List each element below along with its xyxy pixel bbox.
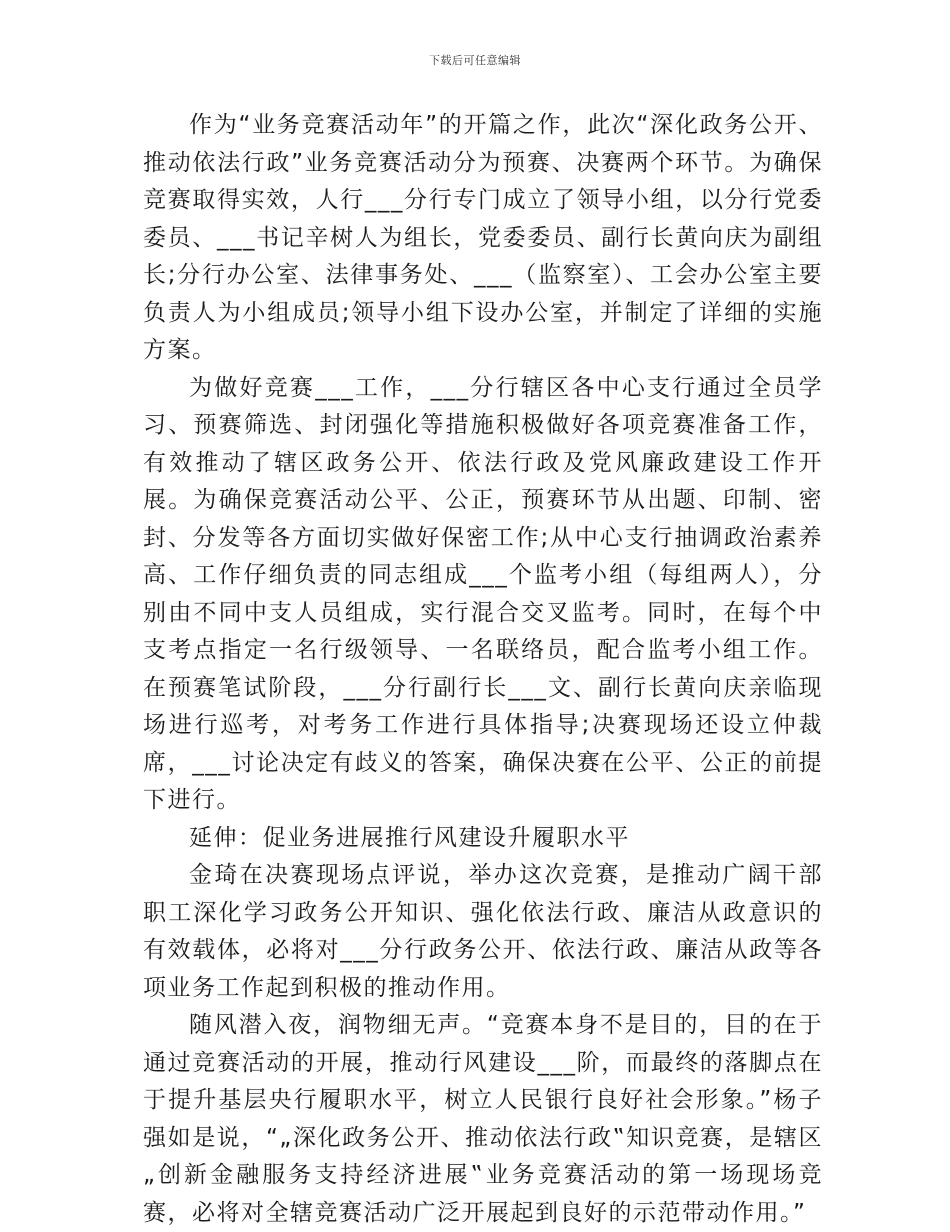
paragraph-organization: 作为“业务竞赛活动年”的开篇之作，此次“深化政务公开、推动依法行政”业务竞赛活动分为预赛、决赛两个环节。为确保竞赛取得实效，人行___分行专门成立了领导小组，以分行党委委员、___书记辛树人为组长，党委委员、副行长黄向庆为副组长;分行办公室、法律事务处、___（监察室）、工会办公室主要负责人为小组成员;领导小组下设办公室，并制定了详细的实施方案。 xyxy=(143,112,823,363)
paragraph-quote: 随风潜入夜，润物细无声。“竞赛本身不是目的，目的在于通过竞赛活动的开展，推动行风建设___阶，而最终的落脚点在于提升基层央行履职水平，树立人民银行良好社会形象。”杨子强如是说，“„深化政务公开、推动依法行政‟知识竞赛，是辖区„创新金融服务支持经济进展‟业务竞赛活动的第一场现场竞赛，必将对全辖竞赛活动广泛开展起到良好的示范带动作用。” xyxy=(143,1012,823,1226)
paragraph-comment: 金琦在决赛现场点评说，举办这次竞赛，是推动广阔干部职工深化学习政务公开知识、强化依法行政、廉洁从政意识的有效载体，必将对___分行政务公开、依法行政、廉洁从政等各项业务工作起到积极的推动作用。 xyxy=(143,862,823,1001)
paragraph-preparation: 为做好竞赛___工作，___分行辖区各中心支行通过全员学习、预赛筛选、封闭强化等措施积极做好各项竞赛准备工作，有效推动了辖区政务公开、依法行政及党风廉政建设工作开展。为确保竞赛活动公平、公正，预赛环节从出题、印制、密封、分发等各方面切实做好保密工作;从中心支行抽调政治素养高、工作仔细负责的同志组成___个监考小组（每组两人），分别由不同中支人员组成，实行混合交叉监考。同时，在每个中支考点指定一名行级领导、一名联络员，配合监考小组工作。在预赛笔试阶段，___分行副行长___文、副行长黄向庆亲临现场进行巡考，对考务工作进行具体指导;决赛现场还设立仲裁席，___讨论决定有歧义的答案，确保决赛在公平、公正的前提下进行。 xyxy=(143,374,823,813)
page-header: 下载后可任意编辑 xyxy=(429,54,521,67)
section-subheading: 延伸：促业务进展推行风建设升履职水平 xyxy=(189,824,630,851)
document-body xyxy=(143,107,823,1232)
